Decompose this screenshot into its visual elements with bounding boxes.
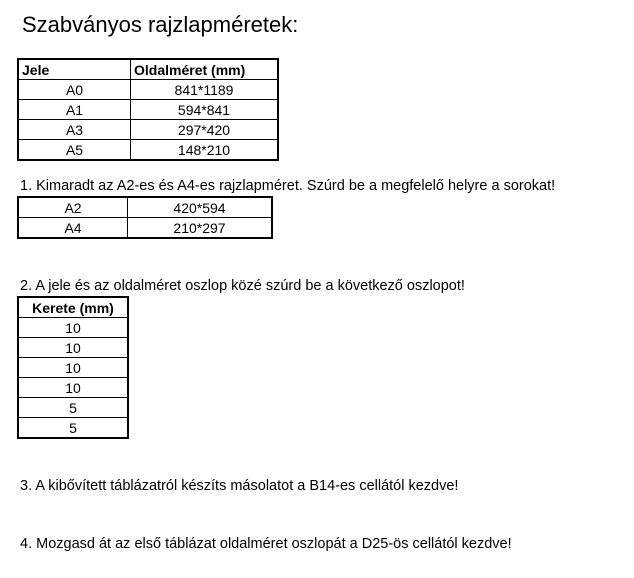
table-row: [18, 318, 128, 338]
table-row: [18, 100, 278, 120]
table-row: [18, 120, 278, 140]
table-row: [18, 140, 278, 161]
cell-oldalmeret: 297*420: [131, 120, 279, 140]
table-row: [18, 378, 128, 398]
missing-sizes-table: [17, 196, 273, 239]
task-4-text: 4. Mozgasd át az első táblázat oldalméret oszlopát a D25-ös cellától kezdve!: [20, 536, 512, 552]
table-row: [18, 218, 272, 239]
cell-oldalmeret: 594*841: [131, 100, 279, 120]
cell-kerete: 5: [18, 398, 128, 418]
task-1-text: 1. Kimaradt az A2-es és A4-es rajzlapméret. Szúrd be a megfelelő helyre a sorokat!: [20, 178, 556, 194]
cell-jele: A0: [18, 80, 131, 100]
table-row: [18, 398, 128, 418]
table-row: [18, 197, 272, 218]
cell-kerete: 10: [18, 358, 128, 378]
cell-kerete: 10: [18, 318, 128, 338]
cell-jele: A5: [18, 140, 131, 161]
cell-kerete: 10: [18, 378, 128, 398]
cell-oldalmeret: 841*1189: [131, 80, 279, 100]
cell-kerete: 5: [18, 418, 128, 439]
page-title: Szabványos rajzlapméretek:: [22, 12, 299, 37]
table-header-row: [18, 297, 128, 318]
table-header-row: [18, 59, 278, 80]
cell-oldalmeret: 420*594: [128, 197, 273, 218]
cell-jele: A1: [18, 100, 131, 120]
cell-jele: A4: [18, 218, 128, 239]
frame-column-table: [17, 296, 129, 439]
cell-jele: A2: [18, 197, 128, 218]
cell-jele: A3: [18, 120, 131, 140]
table-row: [18, 80, 278, 100]
table-row: [18, 358, 128, 378]
column-header-jele: Jele: [18, 59, 131, 80]
table-row: [18, 338, 128, 358]
cell-oldalmeret: 210*297: [128, 218, 273, 239]
table-row: [18, 418, 128, 439]
task-3-text: 3. A kibővített táblázatról készíts másolatot a B14-es cellától kezdve!: [20, 478, 459, 494]
cell-kerete: 10: [18, 338, 128, 358]
task-2-text: 2. A jele és az oldalméret oszlop közé szúrd be a következő oszlopot!: [20, 278, 465, 294]
cell-oldalmeret: 148*210: [131, 140, 279, 161]
column-header-oldalmeret: Oldalméret (mm): [131, 59, 279, 80]
sizes-table: [17, 58, 279, 161]
column-header-kerete: Kerete (mm): [18, 297, 128, 318]
